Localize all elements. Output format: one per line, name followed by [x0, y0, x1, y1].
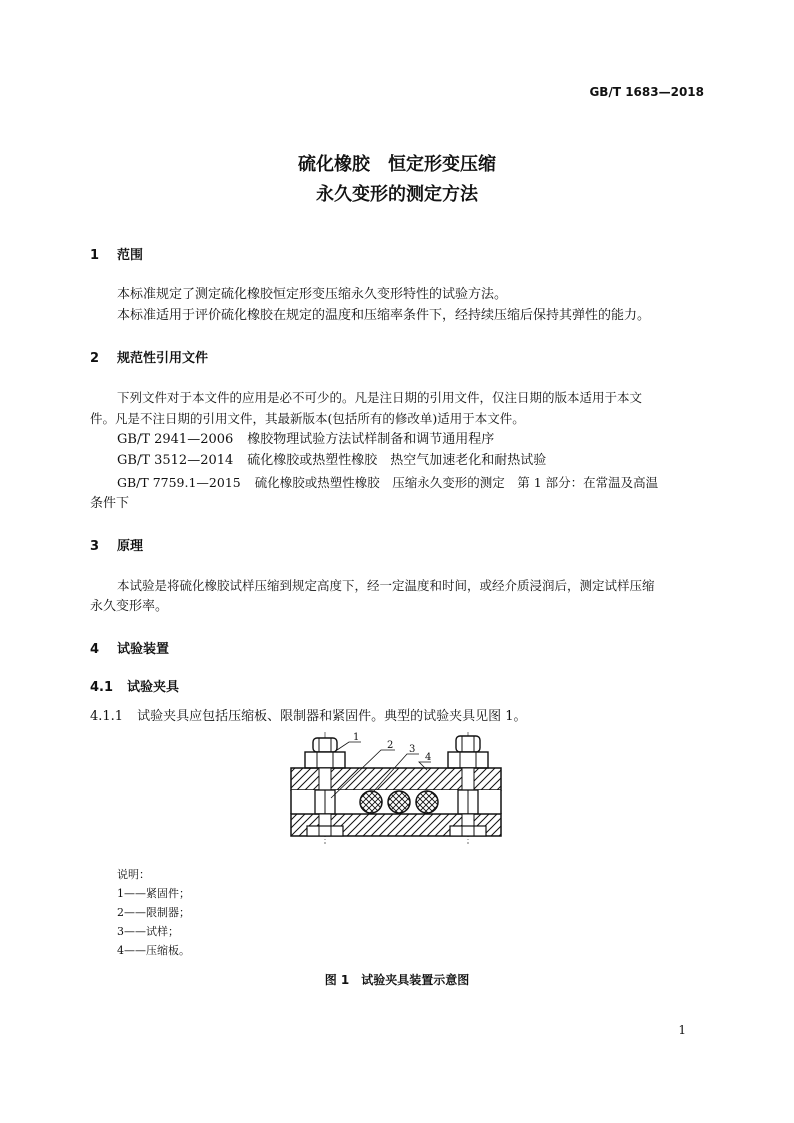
page-title-line2: 永久变形的测定方法	[316, 184, 478, 205]
section-3-paragraph-line-1: 本试验是将硫化橡胶试样压缩到规定高度下，经一定温度和时间，或经介质浸润后，测定试样压缩	[117, 578, 655, 593]
callout-3: 3	[409, 744, 416, 755]
subsection-4-1-heading	[90, 676, 179, 695]
section-1-heading	[90, 244, 143, 263]
reference-title: 硫化橡胶或热塑性橡胶 压缩永久变形的测定 第 1 部分：在常温及高温	[254, 475, 659, 490]
reference-code: GB/T 7759.1—2015	[117, 475, 241, 490]
page-number: 1	[678, 1023, 686, 1037]
figure-key-item: 4——压缩板。	[117, 944, 190, 957]
section-2-number: 2	[90, 351, 100, 366]
reference-title: 硫化橡胶或热塑性橡胶 热空气加速老化和耐热试验	[247, 453, 547, 468]
clause-4-1-1-text: 试验夹具应包括压缩板、限制器和紧固件。典型的试验夹具见图 1。	[137, 709, 527, 724]
specimen	[388, 791, 410, 813]
section-3-title: 原理	[117, 539, 144, 554]
middle-zone	[291, 790, 501, 814]
reference-item	[117, 428, 494, 451]
figure-key-title: 说明：	[117, 868, 150, 881]
section-1-paragraph-1: 本标准规定了测定硫化橡胶恒定形变压缩永久变形特性的试验方法。	[117, 287, 508, 302]
specimen	[360, 791, 382, 813]
section-4-title: 试验装置	[117, 642, 170, 657]
reference-title-continuation: 条件下	[90, 496, 130, 511]
section-3-paragraph-line-2: 永久变形率。	[90, 599, 169, 614]
figure-caption: 图 1 试验夹具装置示意图	[324, 973, 470, 987]
reference-title: 橡胶物理试验方法试样制备和调节通用程序	[247, 432, 495, 447]
standard-number: GB/T 1683—2018	[589, 85, 704, 99]
section-1-paragraph-2: 本标准适用于评价硫化橡胶在规定的温度和压缩率条件下，经持续压缩后保持其弹性的能力。	[117, 308, 651, 323]
fastener-right	[448, 736, 488, 768]
reference-item	[117, 449, 546, 472]
figure-key-item: 2——限制器；	[117, 906, 190, 919]
clause-4-1-1-number: 4.1.1	[90, 709, 124, 724]
reference-item	[117, 471, 658, 494]
reference-code: GB/T 2941—2006	[117, 432, 234, 447]
section-3-heading	[90, 535, 143, 554]
section-1-number: 1	[90, 248, 100, 263]
section-2-paragraph-line-1: 下列文件对于本文件的应用是必不可少的。凡是注日期的引用文件，仅注日期的版本适用于本文	[117, 390, 643, 405]
section-2-heading	[90, 347, 208, 366]
test-fixture-diagram	[285, 730, 507, 850]
reference-code: GB/T 3512—2014	[117, 453, 234, 468]
section-4-heading	[90, 638, 169, 657]
section-2-title: 规范性引用文件	[117, 351, 209, 366]
callout-1: 1	[353, 732, 360, 743]
fastener-left	[305, 738, 345, 768]
figure-key-item: 1——紧固件；	[117, 887, 190, 900]
callout-4: 4	[425, 752, 432, 763]
figure-key-item: 3——试样；	[117, 925, 179, 938]
specimen	[416, 791, 438, 813]
subsection-4-1-number: 4.1	[90, 680, 114, 695]
section-2-paragraph-line-2: 件。凡是不注日期的引用文件，其最新版本(包括所有的修改单)适用于本文件。	[90, 411, 525, 426]
clause-4-1-1	[90, 705, 526, 728]
page-title-line1: 硫化橡胶 恒定形变压缩	[298, 154, 496, 175]
subsection-4-1-title: 试验夹具	[127, 680, 180, 695]
callout-2: 2	[387, 740, 394, 751]
section-4-number: 4	[90, 642, 100, 657]
section-3-number: 3	[90, 539, 100, 554]
section-1-title: 范围	[117, 248, 144, 263]
